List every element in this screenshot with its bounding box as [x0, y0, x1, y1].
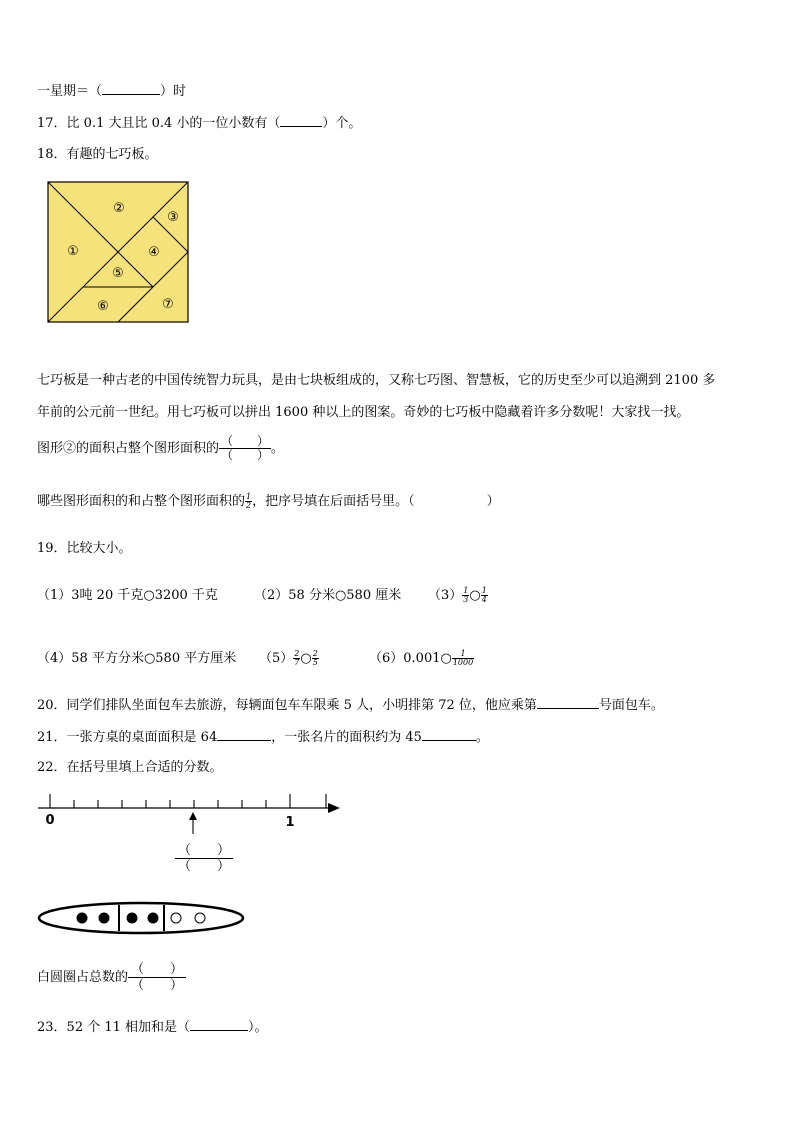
q21-blank-1[interactable] [217, 728, 271, 741]
number-line-label-0: 0 [45, 813, 55, 828]
half-fraction: $\frac{1}{2}$ [246, 492, 252, 510]
week-hours-prefix: 一星期＝（ [37, 84, 103, 99]
tangram-label-6: ⑥ [97, 299, 109, 314]
q20-text: 20．同学们排队坐面包车去旅游，每辆面包车车限乘 5 人，小明排第 72 位，他应乘第 [37, 698, 537, 713]
week-hours-suffix: ）时 [160, 84, 187, 99]
q19-3-frac-a: $\frac{1}{3}$ [463, 586, 469, 604]
q19-3-compare-circle[interactable]: ○ [469, 588, 481, 603]
q19-5-frac-a: $\frac{2}{7}$ [294, 649, 300, 667]
q19-item-2: （2）58 分米○580 厘米 [254, 588, 402, 603]
tangram-label-4: ④ [148, 245, 160, 260]
question-22b [37, 958, 186, 998]
question-20: 20．同学们排队坐面包车去旅游，每辆面包车车限乘 5 人，小明排第 72 位，他应乘第 号面包车。 [37, 698, 664, 713]
number-line-answer-fraction[interactable]: （ ） （ ） [175, 843, 233, 874]
number-line [36, 788, 346, 838]
q23-blank[interactable] [190, 1018, 248, 1031]
tangram-paragraph-2: 年前的公元前一世纪。用七巧板可以拼出 1600 种以上的图案。奇妙的七巧板中隐藏着许多分数呢！大家找一找。 [37, 405, 690, 420]
q19-3-frac-b: $\frac{1}{4}$ [481, 586, 487, 604]
tangram-label-3: ③ [167, 210, 179, 225]
white-circle [171, 913, 181, 923]
q19-item-1: （1）3吨 20 千克○3200 千克 [37, 588, 218, 603]
black-circle [77, 913, 87, 923]
question-17 [37, 114, 361, 133]
q20-blank[interactable] [537, 696, 599, 709]
q19-item-6: （6）0.001○ $\frac{1}{1000}$ [369, 649, 474, 667]
tangram-label-7: ⑦ [162, 297, 174, 312]
q19-5-frac-b: $\frac{2}{5}$ [312, 649, 318, 667]
question-19-title: 19．比较大小。 [37, 541, 132, 556]
tangram-label-1: ① [67, 244, 79, 259]
tangram-paragraph-1: 七巧板是一种古老的中国传统智力玩具，是由七块板组成的，又称七巧图、智慧板，它的历史至少可以追溯到 2100 多 [37, 373, 716, 388]
tangram-figure [47, 181, 190, 324]
pointer-arrow-icon [189, 812, 197, 820]
q18a-text: 图形②的面积占整个图形面积的 [37, 441, 220, 456]
question-23: 23．52 个 11 相加和是（ ）。 [37, 1020, 268, 1035]
q19-item-5: （5） $\frac{2}{7}$ ○ $\frac{2}{5}$ [259, 649, 318, 667]
q23-text: 23．52 个 11 相加和是（ [37, 1020, 191, 1035]
circles-ellipse [37, 901, 247, 937]
tangram-label-5: ⑤ [112, 266, 124, 281]
q17-blank[interactable] [280, 114, 322, 127]
week-hours-blank[interactable] [102, 82, 160, 95]
q22b-text: 白圆圈占总数的 [37, 970, 129, 985]
q19-item-4: （4）58 平方分米○580 平方厘米 [37, 651, 237, 666]
q18b-text: 哪些图形面积的和占整个图形面积的 [37, 494, 246, 509]
question-18b: 哪些图形面积的和占整个图形面积的 $\frac{1}{2}$ ，把序号填在后面括号里。（ ） [37, 492, 500, 510]
q21-blank-2[interactable] [422, 728, 476, 741]
question-22-title: 22．在括号里填上合适的分数。 [37, 760, 223, 775]
question-18-title: 18．有趣的七巧板。 [37, 147, 158, 162]
q19-6-frac: $\frac{1}{1000}$ [452, 649, 474, 667]
question-21: 21．一张方桌的桌面面积是 64 ，一张名片的面积约为 45 。 [37, 730, 489, 745]
number-line-arrow-head [328, 803, 340, 813]
q18a-answer-fraction[interactable]: $\frac{( )}{( )}$ [221, 434, 270, 462]
week-hours-line [37, 82, 186, 101]
q22b-answer-fraction[interactable]: $\frac{( )}{( )}$ [128, 962, 186, 993]
q19-5-compare-circle[interactable]: ○ [300, 651, 312, 666]
q17-suffix: ）个。 [322, 116, 362, 131]
q19-item-3: （3） $\frac{1}{3}$ ○ $\frac{1}{4}$ [428, 586, 487, 604]
black-circle [99, 913, 109, 923]
q17-text: 17．比 0.1 大且比 0.4 小的一位小数有（ [37, 116, 281, 131]
tangram-label-2: ② [113, 201, 125, 216]
q21-text: 21．一张方桌的桌面面积是 64 [37, 730, 218, 745]
number-line-label-1: 1 [285, 815, 295, 830]
white-circle [195, 913, 205, 923]
black-circle [148, 913, 158, 923]
question-18a: 图形②的面积占整个图形面积的 $\frac{( )}{( )}$ 。 [37, 434, 285, 462]
black-circle [127, 913, 137, 923]
